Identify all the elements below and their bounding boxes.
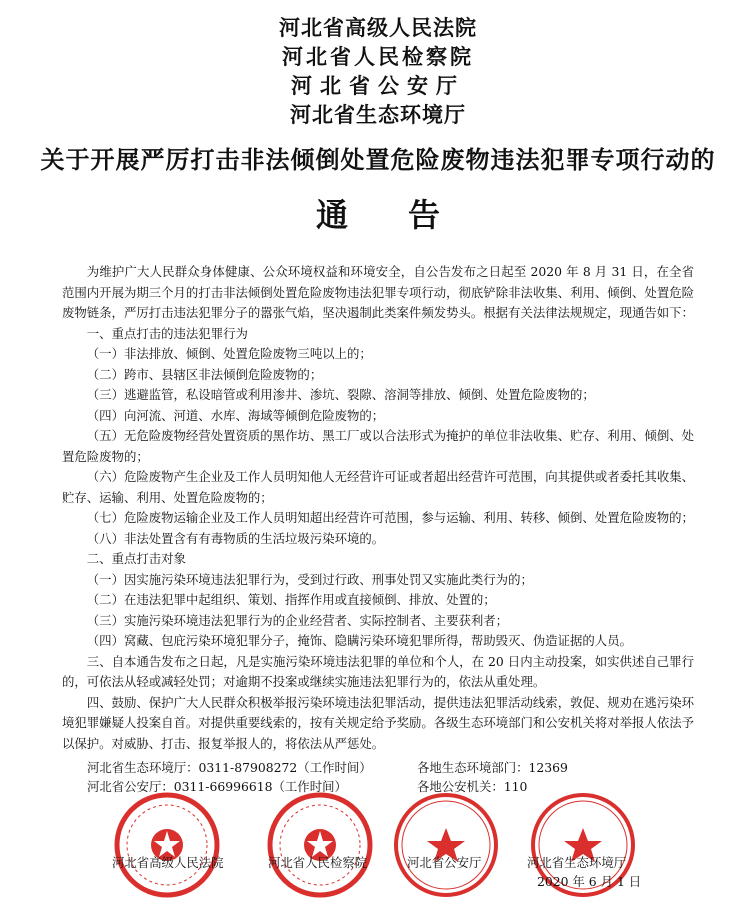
list-item: （五）无危险废物经营处置资质的黑作坊、黑工厂或以合法形式为掩护的单位非法收集、贮存、利用、倾倒、处置危险废物的； — [62, 428, 694, 464]
contact-env-dept: 河北省生态环境厅：0311-87908272（工作时间） — [87, 760, 372, 775]
list-item: （七）危险废物运输企业及工作人员明知超出经营许可范围，参与运输、利用、转移、倾倒、处置危险废物的； — [86, 510, 694, 525]
list-item: （一）因实施污染环境违法犯罪行为，受到过行政、刑事处罚又实施此类行为的； — [86, 571, 533, 587]
section-heading: 一、重点打击的违法犯罪行为 — [86, 325, 248, 341]
signature-area — [0, 790, 756, 920]
signature-court: 河北省高级人民法院 — [112, 855, 224, 870]
document-type: 通告 — [315, 196, 500, 234]
document-title: 关于开展严厉打击非法倾倒处置危险废物违法犯罪专项行动的 — [40, 146, 716, 174]
paragraph-intro: 为维护广大人民群众身体健康、公众环境权益和环境安全，自公告发布之日起至 2020 年 8 月 31 日，在全省范围内开展为期三个月的打击非法倾倒处置危险废物违法犯罪专项行动，彻底铲除非法收集、利用、倾倒、处置危险废物链条，严厉打击违法犯罪分子的嚣张气焰，坚决遏制此类案件频发势头。根据有关法律法规规定，现通告如下： — [62, 264, 694, 320]
court-seal-icon — [112, 790, 222, 900]
contact-police-dept: 河北省公安厅：0311-66996618（工作时间） — [87, 779, 347, 794]
list-item: （二）跨市、县辖区非法倾倒危险废物的； — [86, 366, 323, 382]
issuer-procuratorate: 河北省人民检察院 — [282, 45, 474, 69]
list-item: （四）向河流、河道、水库、海域等倾倒危险废物的； — [86, 407, 385, 423]
issue-date: 2020 年 6 月 1 日 — [537, 874, 642, 889]
issuer-environment: 河北省生态环境厅 — [290, 103, 466, 127]
police-seal-icon — [391, 790, 501, 900]
signature-police: 河北省公安厅 — [407, 855, 482, 870]
list-item: （四）窝藏、包庇污染环境犯罪分子，掩饰、隐瞒污染环境犯罪所得，帮助毁灭、伪造证据的人员。 — [86, 633, 632, 648]
list-item: （二）在违法犯罪中起组织、策划、指挥作用或直接倾倒、排放、处置的； — [86, 592, 496, 607]
list-item: （六）危险废物产生企业及工作人员明知他人无经营许可证或者超出经营许可范围，向其提供或者委托其收集、贮存、运输、利用、处置危险废物的； — [62, 469, 694, 505]
notice-body — [62, 262, 694, 754]
list-item: （三）实施污染环境违法犯罪行为的企业经营者、实际控制者、主要获利者； — [86, 612, 509, 628]
signature-environment: 河北省生态环境厅 — [527, 855, 627, 870]
list-item: （八）非法处置含有有毒物质的生活垃圾污染环境的。 — [86, 530, 385, 546]
issuer-court: 河北省高级人民法院 — [279, 16, 477, 40]
issuer-police: 河北省公安厅 — [291, 74, 465, 98]
section-heading: 二、重点打击对象 — [86, 551, 186, 566]
list-item: （三）逃避监管，私设暗管或利用渗井、渗坑、裂隙、溶洞等排放、倾倒、处置危险废物的； — [86, 387, 595, 402]
contact-local-env: 各地生态环境部门：12369 — [417, 760, 568, 775]
procuratorate-seal-icon — [265, 790, 375, 900]
contact-local-police: 各地公安机关：110 — [417, 779, 528, 794]
issuer-list — [0, 14, 756, 130]
paragraph-section-4: 四、鼓励、保护广大人民群众积极举报污染环境违法犯罪活动，提供违法犯罪活动线索，敦促、规劝在逃污染环境犯罪嫌疑人投案自首。对提供重要线索的，按有关规定给予奖励。各级生态环境部门和公安机关将对举报人依法予以保护。对威胁、打击、报复举报人的，将依法从严惩处。 — [62, 694, 694, 751]
list-item: （一）非法排放、倾倒、处置危险废物三吨以上的； — [86, 346, 372, 361]
signature-procuratorate: 河北省人民检察院 — [268, 855, 368, 870]
paragraph-section-3: 三、自本通告发布之日起，凡是实施污染环境违法犯罪的单位和个人，在 20 日内主动投案，如实供述自己罪行的，可依法从轻或减轻处罚；对逾期不投案或继续实施违法犯罪行为的，依法从重处理。 — [62, 653, 694, 689]
